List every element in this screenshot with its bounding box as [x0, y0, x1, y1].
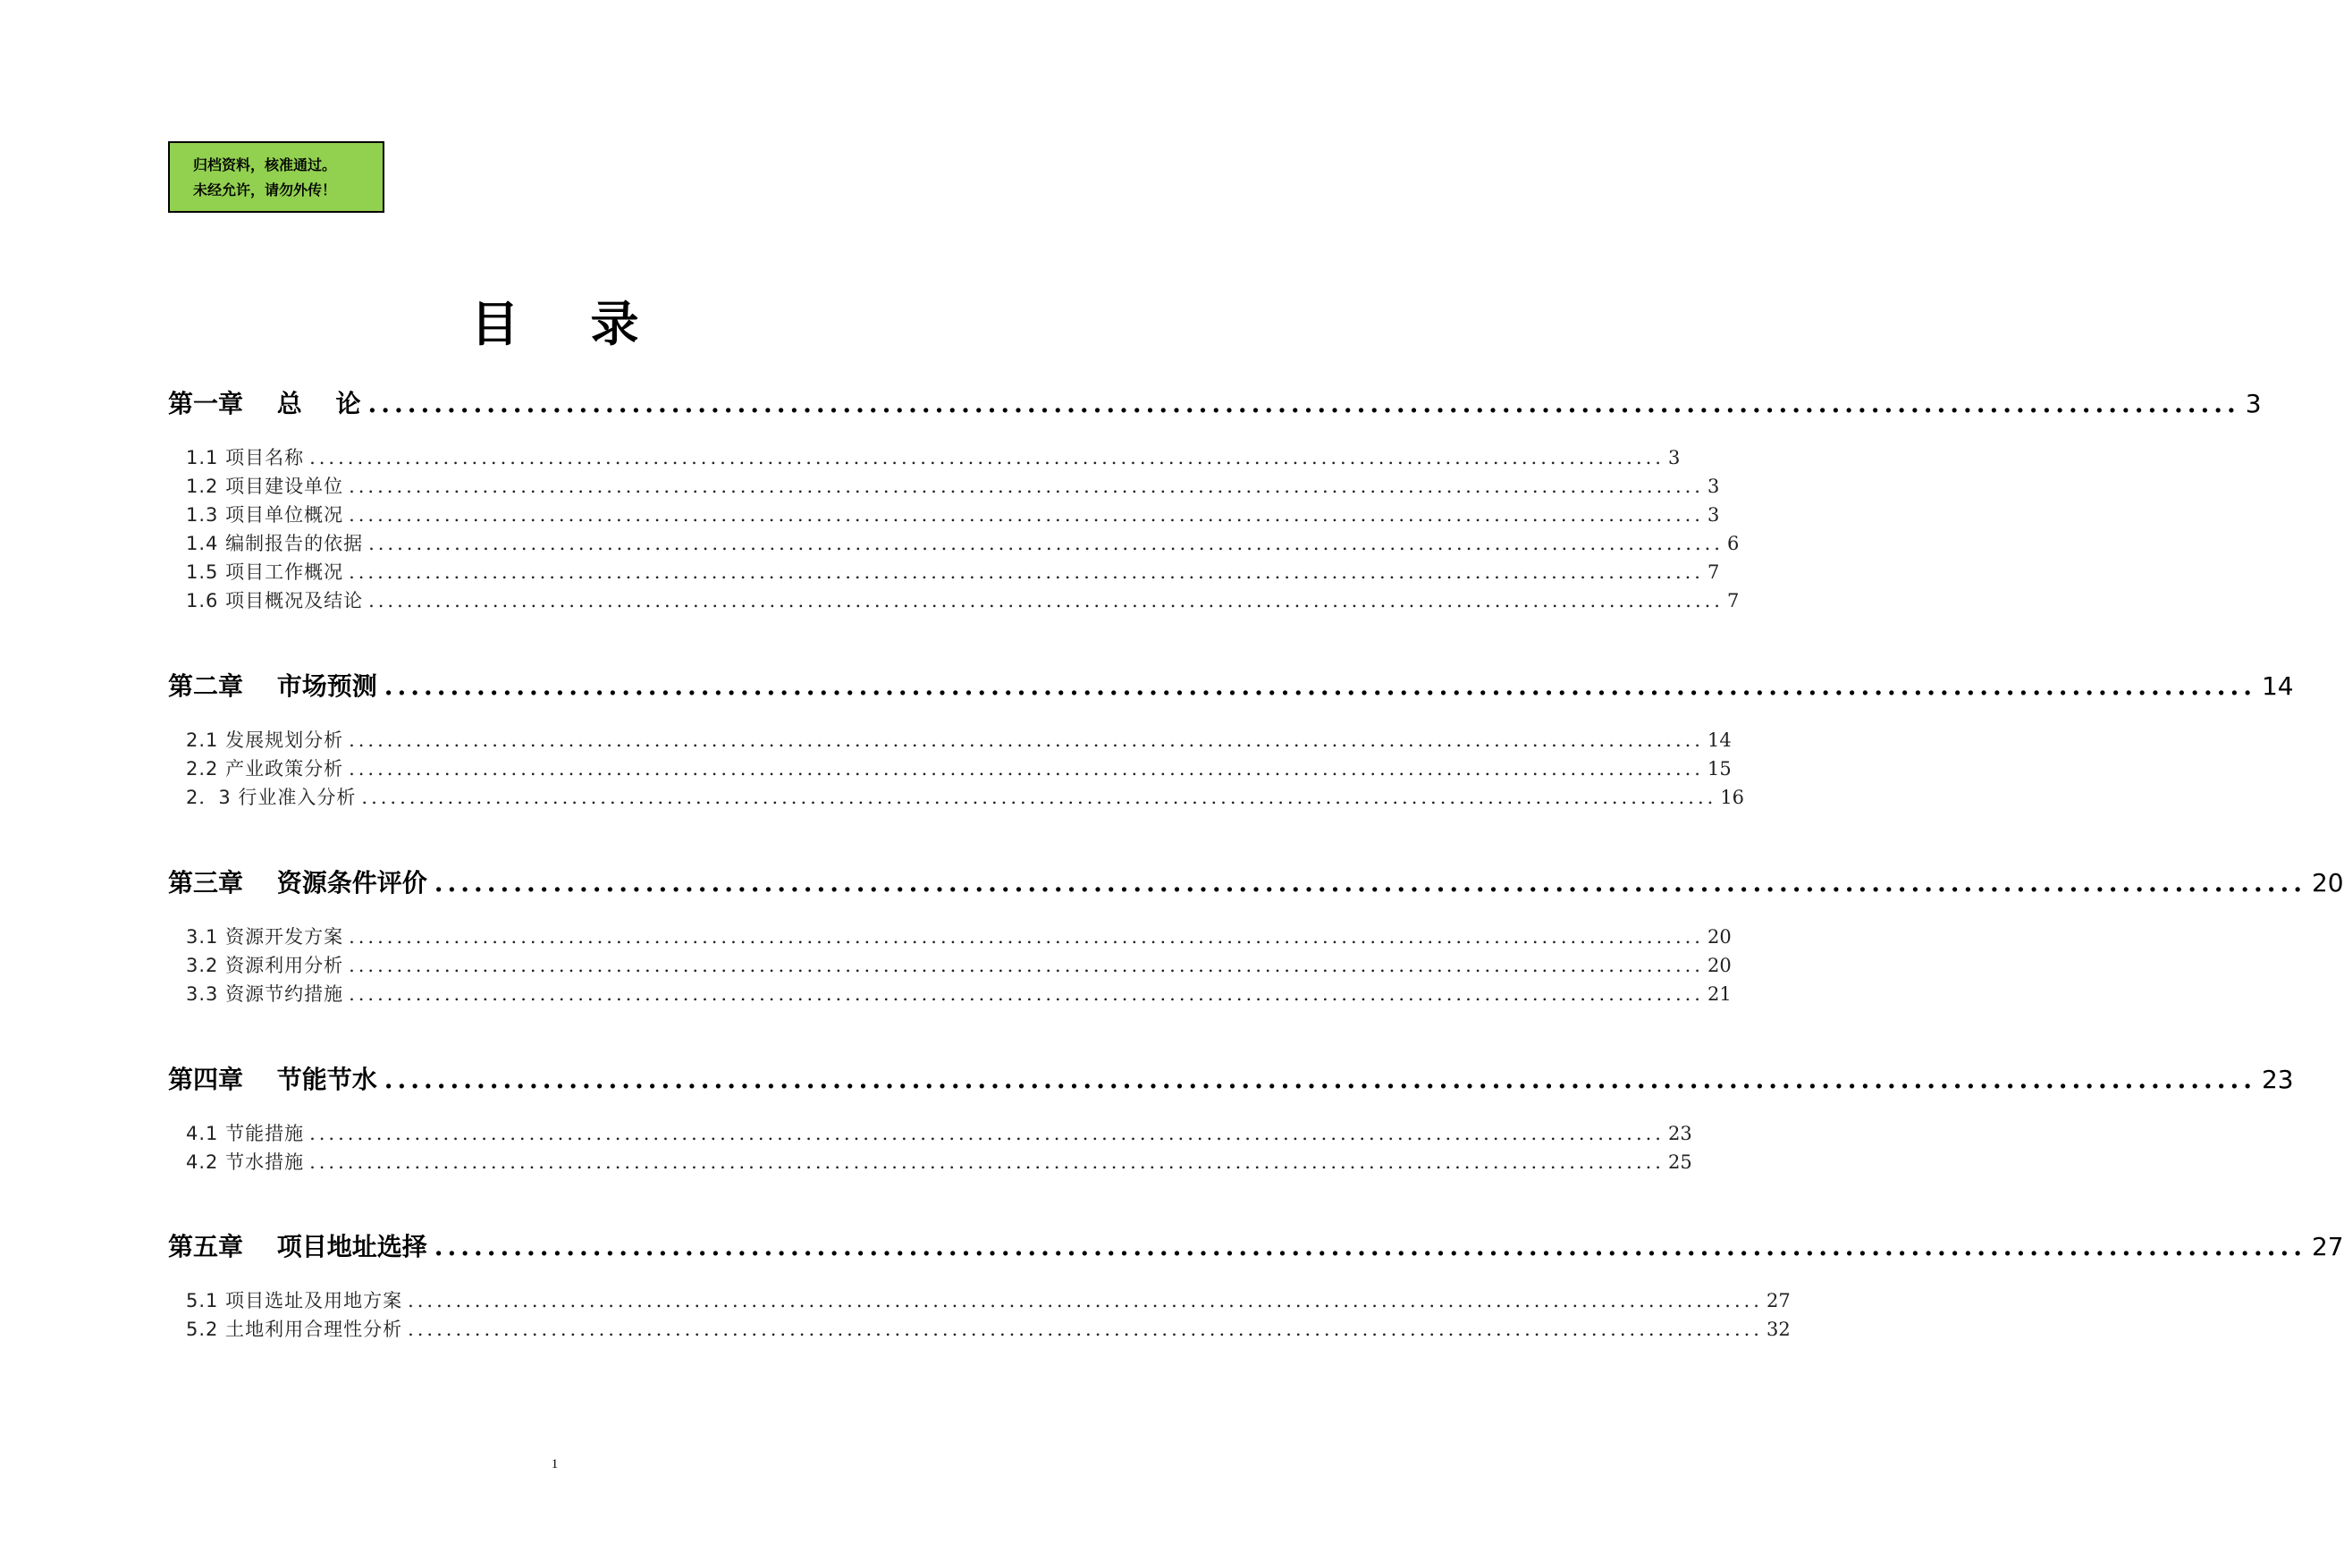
- toc-leader-dots: ..............................................................................................................................................: [309, 1151, 1665, 1173]
- toc-section-2-2[interactable]: [186, 755, 1732, 782]
- toc-section-label: 3.1 资源开发方案: [186, 926, 344, 948]
- toc-section-label: 1.4 编制报告的依据: [186, 533, 364, 554]
- toc-leader-dots: ..............................................................................................................................................: [367, 389, 2240, 418]
- toc-section-page: 27: [1766, 1290, 1791, 1311]
- toc-section-label: 5.2 土地利用合理性分析: [186, 1319, 403, 1340]
- toc-leader-dots: ..............................................................................................................................................: [368, 590, 1724, 611]
- toc-section-1-2[interactable]: [186, 473, 1720, 500]
- toc-leader-dots: ..............................................................................................................................................: [349, 729, 1704, 751]
- toc-leader-dots: ..............................................................................................................................................: [384, 1065, 2256, 1094]
- toc-leader-dots: ..............................................................................................................................................: [368, 533, 1724, 554]
- toc-chapter-page: 14: [2261, 671, 2294, 701]
- toc-section-label: 1.3 项目单位概况: [186, 504, 344, 526]
- toc-chapter-label: 第一章 总 论: [168, 389, 361, 418]
- toc-chapter-label: 第三章 资源条件评价: [168, 868, 427, 898]
- toc-section-label: 1.6 项目概况及结论: [186, 590, 364, 611]
- page-title: 目录: [470, 296, 711, 352]
- toc-leader-dots: ..............................................................................................................................................: [349, 758, 1704, 780]
- archive-stamp: [168, 141, 384, 213]
- toc-section-3-3[interactable]: [186, 981, 1732, 1007]
- toc-section-1-3[interactable]: [186, 502, 1720, 528]
- toc-section-page: 14: [1707, 729, 1732, 751]
- stamp-line-1: 归档资料，核准通过。: [193, 156, 337, 173]
- toc-section-label: 1.1 项目名称: [186, 447, 305, 468]
- toc-section-1-6[interactable]: [186, 587, 1740, 614]
- toc-leader-dots: ..............................................................................................................................................: [434, 868, 2306, 898]
- toc-section-label: 3.2 资源利用分析: [186, 955, 344, 976]
- toc-section-page: 20: [1707, 926, 1732, 948]
- toc-section-page: 20: [1707, 955, 1732, 976]
- toc-chapter-page: 20: [2311, 868, 2344, 898]
- toc-section-label: 1.5 项目工作概况: [186, 561, 344, 583]
- toc-chapter-4[interactable]: [168, 1062, 2294, 1098]
- toc-chapter-2[interactable]: [168, 669, 2294, 704]
- toc-leader-dots: ..............................................................................................................................................: [408, 1319, 1763, 1340]
- toc-leader-dots: ..............................................................................................................................................: [349, 955, 1704, 976]
- toc-section-page: 16: [1720, 787, 1745, 808]
- page-number: 1: [551, 1457, 559, 1471]
- toc-section-page: 21: [1707, 983, 1732, 1005]
- toc-section-label: 1.2 项目建设单位: [186, 476, 344, 497]
- toc-section-4-2[interactable]: [186, 1149, 1692, 1176]
- toc-section-2-1[interactable]: [186, 727, 1732, 754]
- toc-leader-dots: ..............................................................................................................................................: [434, 1232, 2306, 1261]
- toc-leader-dots: ..............................................................................................................................................: [384, 671, 2256, 701]
- stamp-line-2: 未经允许，请勿外传！: [193, 181, 337, 198]
- toc-leader-dots: ..............................................................................................................................................: [349, 983, 1704, 1005]
- toc-leader-dots: ..............................................................................................................................................: [349, 561, 1704, 583]
- toc-section-label: 4.2 节水措施: [186, 1151, 305, 1173]
- toc-leader-dots: ..............................................................................................................................................: [349, 926, 1704, 948]
- toc-section-page: 3: [1667, 447, 1681, 468]
- toc-section-label: 2．3 行业准入分析: [186, 787, 357, 808]
- toc-section-label: 2.1 发展规划分析: [186, 729, 344, 751]
- toc-chapter-label: 第五章 项目地址选择: [168, 1232, 427, 1261]
- toc-section-page: 7: [1707, 561, 1720, 583]
- toc-section-page: 15: [1707, 758, 1732, 780]
- toc-leader-dots: ..............................................................................................................................................: [309, 1123, 1665, 1144]
- toc-section-page: 25: [1667, 1151, 1692, 1173]
- toc-section-label: 4.1 节能措施: [186, 1123, 305, 1144]
- toc-chapter-label: 第四章 节能节水: [168, 1065, 377, 1094]
- toc-section-3-2[interactable]: [186, 952, 1732, 979]
- toc-section-page: 3: [1707, 476, 1720, 497]
- toc-chapter-page: 23: [2261, 1065, 2294, 1094]
- toc-section-1-4[interactable]: [186, 530, 1740, 557]
- toc-chapter-page: 3: [2245, 389, 2262, 418]
- toc-section-page: 32: [1766, 1319, 1791, 1340]
- toc-leader-dots: ..............................................................................................................................................: [309, 447, 1665, 468]
- toc-leader-dots: ..............................................................................................................................................: [349, 504, 1704, 526]
- toc-chapter-5[interactable]: [168, 1229, 2344, 1265]
- toc-section-page: 3: [1707, 504, 1720, 526]
- toc-leader-dots: ..............................................................................................................................................: [361, 787, 1717, 808]
- toc-leader-dots: ..............................................................................................................................................: [408, 1290, 1763, 1311]
- toc-section-page: 6: [1726, 533, 1740, 554]
- toc-section-label: 3.3 资源节约措施: [186, 983, 344, 1005]
- toc-leader-dots: ..............................................................................................................................................: [349, 476, 1704, 497]
- toc-section-4-1[interactable]: [186, 1120, 1692, 1147]
- toc-section-label: 2.2 产业政策分析: [186, 758, 344, 780]
- toc-section-page: 23: [1667, 1123, 1692, 1144]
- toc-section-5-2[interactable]: [186, 1316, 1791, 1343]
- toc-section-label: 5.1 项目选址及用地方案: [186, 1290, 403, 1311]
- toc-section-1-5[interactable]: [186, 559, 1720, 586]
- toc-chapter-label: 第二章 市场预测: [168, 671, 377, 701]
- toc-section-page: 7: [1726, 590, 1740, 611]
- toc-section-1-1[interactable]: [186, 444, 1681, 471]
- toc-section-5-1[interactable]: [186, 1287, 1791, 1314]
- toc-chapter-page: 27: [2311, 1232, 2344, 1261]
- toc-chapter-3[interactable]: [168, 865, 2344, 901]
- toc-section-2-3[interactable]: [186, 784, 1745, 811]
- toc-chapter-1[interactable]: [168, 386, 2262, 422]
- toc-section-3-1[interactable]: [186, 923, 1732, 950]
